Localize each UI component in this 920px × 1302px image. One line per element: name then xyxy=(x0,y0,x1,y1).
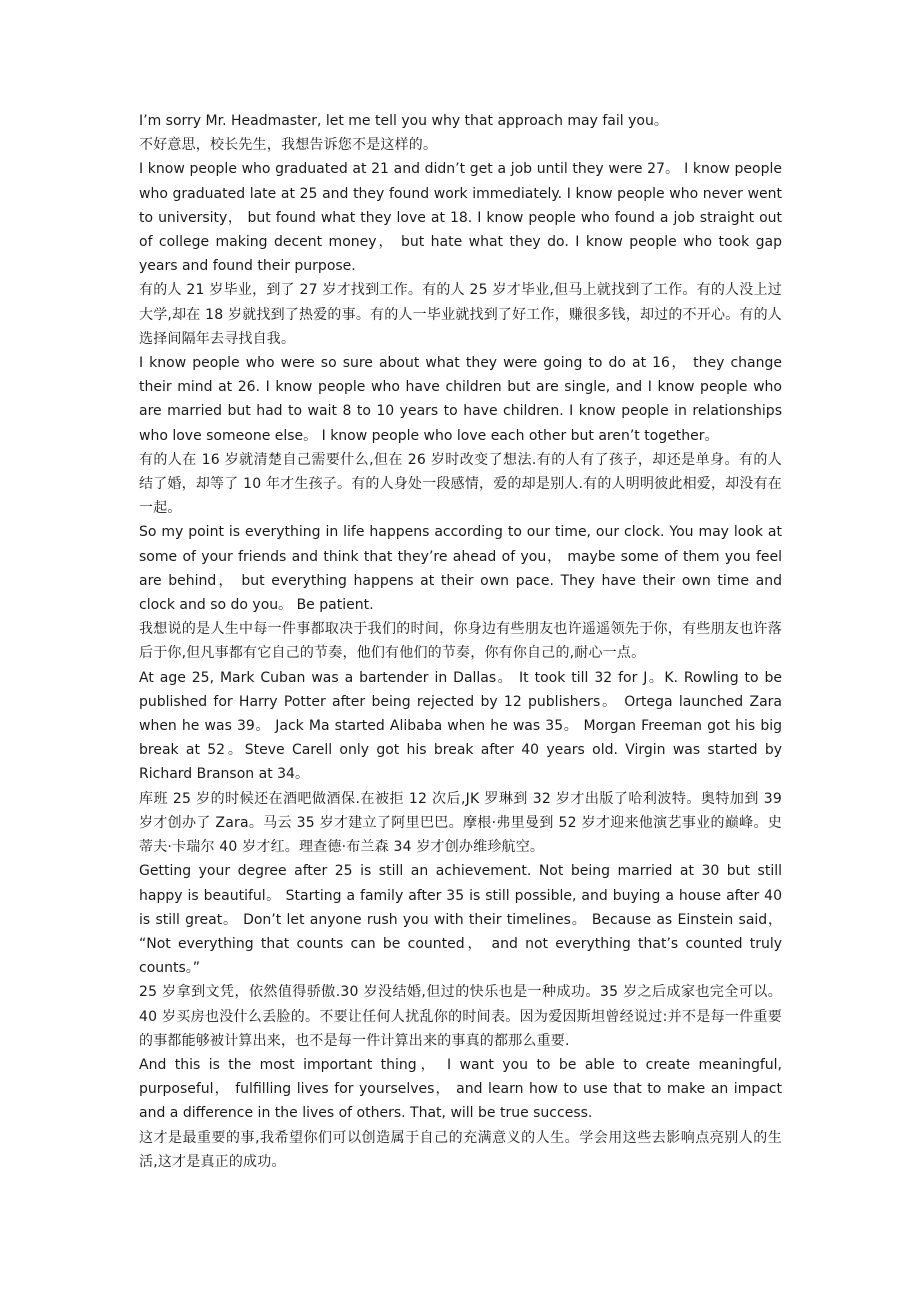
document-page xyxy=(139,109,782,1174)
paragraph-apology-en: I’m sorry Mr. Headmaster, let me tell you why that approach may fail you。 xyxy=(139,113,668,129)
paragraph-own-time-en: So my point is everything in life happens according to our time, our clock. You may look at some of your friends and think that they’re ahead of you， maybe some of them you feel are behind， but everything happens at their own pace. They have their own time and clock and so do you。 Be patient. xyxy=(139,524,782,614)
paragraph-relationships-en: I know people who were so sure about what they were going to do at 16， they change their mind at 26. I know people who have children but are single, and I know people who are married but had to wait 8 to 10 years to have children. I know people in relationships who love someone else。 I know people who love each other but aren’t together。 xyxy=(139,355,782,444)
paragraph-examples-en: At age 25, Mark Cuban was a bartender in Dallas。 It took till 32 for J。K. Rowling to be published for Harry Potter after being rejected by 12 publishers。 Ortega launched Zara when he was 39。 Jack Ma started Alibaba when he was 35。 Morgan Freeman got his big break at 52。Steve Carell only got his break after 40 years old. Virgin was started by Richard Branson at 34。 xyxy=(139,669,782,783)
paragraph-success-zh: 这才是最重要的事,我希望你们可以创造属于自己的充满意义的人生。学会用这些去影响点亮别人的生活,这才是真正的成功。 xyxy=(139,1129,782,1170)
paragraph-graduation-en: I know people who graduated at 21 and didn’t get a job until they were 27。 I know people who graduated late at 25 and they found work immediately. I know people who never went to university， but found what they love at 18. I know people who found a job straight out of college making decent money， but hate what they do. I know people who took gap years and found their purpose. xyxy=(139,161,782,275)
paragraph-success-en: And this is the most important thing， I want you to be able to create meaningful, purposeful， fulfilling lives for yourselves， and learn how to use that to make an impact and a difference in the lives of others. That, will be true success. xyxy=(139,1056,782,1122)
paragraph-timelines-en: Getting your degree after 25 is still an achievement. Not being married at 30 but still happy is beautiful。 Starting a family after 35 is still possible, and buying a house after 40 is still great。 Don’t let anyone rush you with their timelines。 Because as Einstein said， “Not everything that counts can be counted， and not everything that’s counted truly counts。” xyxy=(139,863,782,977)
paragraph-own-time-zh: 我想说的是人生中每一件事都取决于我们的时间，你身边有些朋友也许遥遥领先于你，有些朋友也许落后于你,但凡事都有它自己的节奏，他们有他们的节奏，你有你自己的,耐心一点。 xyxy=(139,621,782,662)
paragraph-timelines-zh: 25 岁拿到文凭，依然值得骄傲.30 岁没结婚,但过的快乐也是一种成功。35 岁之后成家也完全可以。40 岁买房也没什么丢脸的。不要让任何人扰乱你的时间表。因为爱因斯坦曾经说过:并不是每一件重要的事都能够被计算出来，也不是每一件计算出来的事真的都那么重要. xyxy=(139,984,782,1049)
paragraph-relationships-zh: 有的人在 16 岁就清楚自己需要什么,但在 26 岁时改变了想法.有的人有了孩子，却还是单身。有的人结了婚，却等了 10 年才生孩子。有的人身处一段感情，爱的却是别人.有的人明明彼此相爱，却没有在一起。 xyxy=(139,451,782,517)
paragraph-examples-zh: 库班 25 岁的时候还在酒吧做酒保.在被拒 12 次后,JK 罗琳到 32 岁才出版了哈利波特。奥特加到 39 岁才创办了 Zara。马云 35 岁才建立了阿里巴巴。摩根·弗里曼到 52 岁才迎来他演艺事业的巅峰。史蒂夫·卡瑞尔 40 岁才红。理查德·布兰森 34 岁才创办维珍航空。 xyxy=(139,790,782,856)
paragraph-apology-zh: 不好意思，校长先生，我想告诉您不是这样的。 xyxy=(139,137,438,154)
paragraph-graduation-zh: 有的人 21 岁毕业，到了 27 岁才找到工作。有的人 25 岁才毕业,但马上就找到了工作。有的人没上过大学,却在 18 岁就找到了热爱的事。有的人一毕业就找到了好工作，赚很多钱，却过的不开心。有的人选择间隔年去寻找自我。 xyxy=(139,282,782,347)
